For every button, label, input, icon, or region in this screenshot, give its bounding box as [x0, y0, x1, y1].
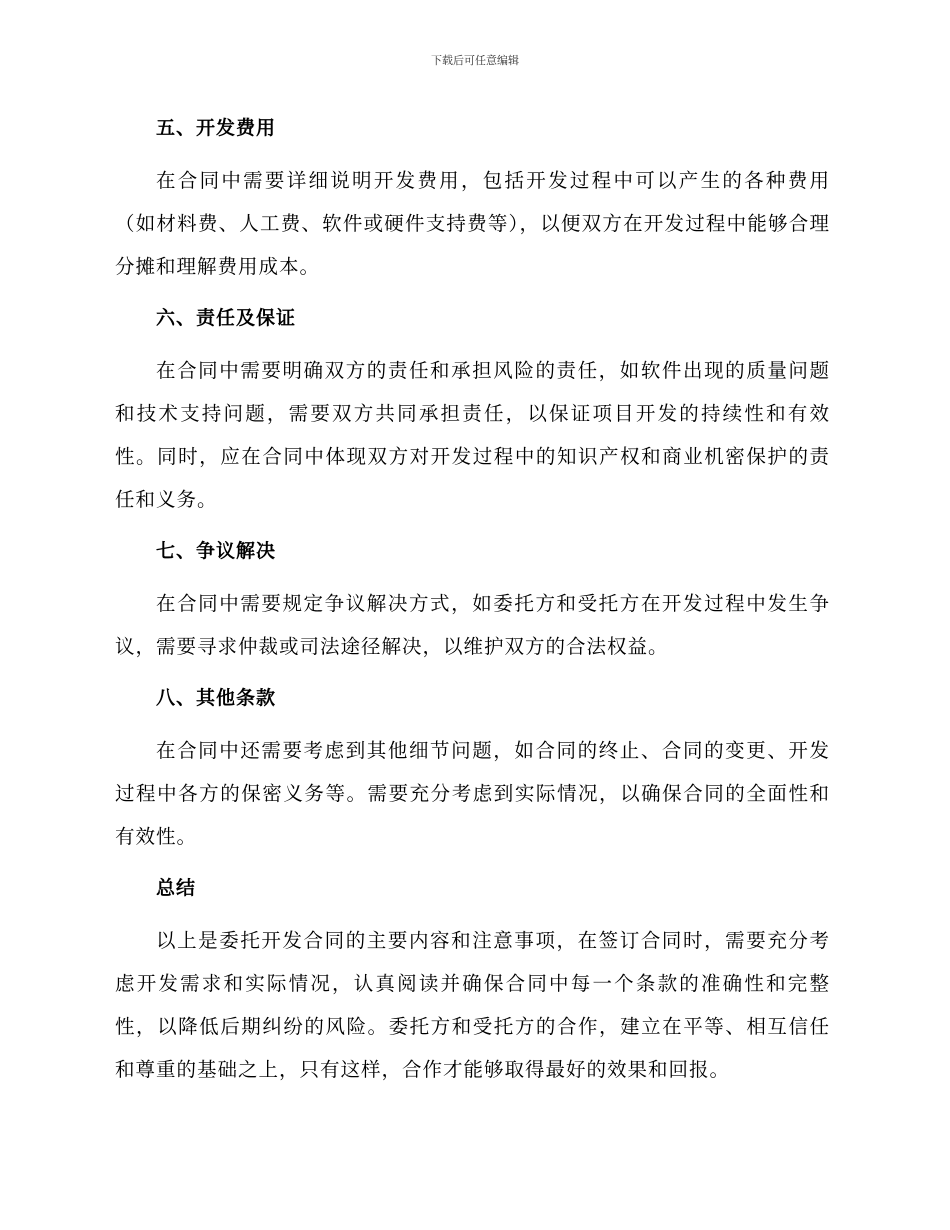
section-heading-responsibility-guarantee: 六、责任及保证	[156, 307, 297, 329]
page-header: 下载后可任意编辑	[431, 54, 519, 67]
section-heading-summary: 总结	[156, 877, 197, 899]
section-paragraph-development-cost: 在合同中需要详细说明开发费用，包括开发过程中可以产生的各种费用（如材料费、人工费、软件或硬件支持费等），以便双方在开发过程中能够合理分摊和理解费用成本。	[115, 169, 830, 278]
section-heading-dispute-resolution: 七、争议解决	[156, 540, 277, 562]
section-heading-development-cost: 五、开发费用	[156, 117, 277, 139]
section-paragraph-other-terms: 在合同中还需要考虑到其他细节问题，如合同的终止、合同的变更、开发过程中各方的保密义务等。需要充分考虑到实际情况，以确保合同的全面性和有效性。	[115, 739, 830, 848]
section-paragraph-summary: 以上是委托开发合同的主要内容和注意事项，在签订合同时，需要充分考虑开发需求和实际情况，认真阅读并确保合同中每一个条款的准确性和完整性，以降低后期纠纷的风险。委托方和受托方的合作，建立在平等、相互信任和尊重的基础之上，只有这样，合作才能够取得最好的效果和回报。	[115, 929, 830, 1081]
section-heading-other-terms: 八、其他条款	[156, 687, 277, 709]
section-paragraph-dispute-resolution: 在合同中需要规定争议解决方式，如委托方和受托方在开发过程中发生争议，需要寻求仲裁或司法途径解决，以维护双方的合法权益。	[115, 592, 830, 658]
document-body	[115, 107, 830, 1091]
section-paragraph-responsibility-guarantee: 在合同中需要明确双方的责任和承担风险的责任，如软件出现的质量问题和技术支持问题，需要双方共同承担责任，以保证项目开发的持续性和有效性。同时，应在合同中体现双方对开发过程中的知识产权和商业机密保护的责任和义务。	[115, 359, 830, 511]
